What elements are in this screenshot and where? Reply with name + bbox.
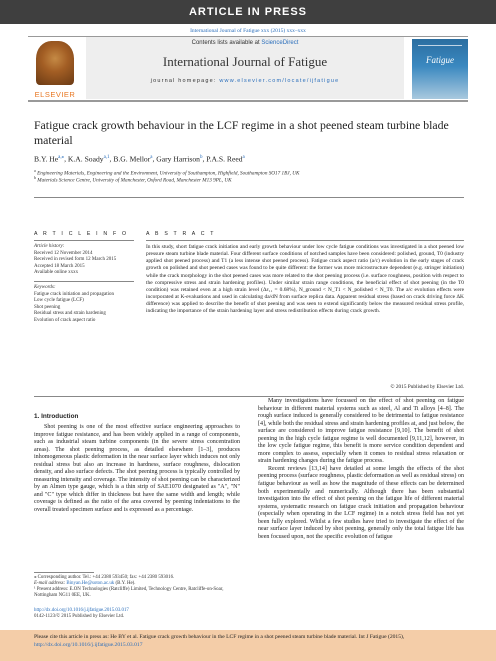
- publisher-name: ELSEVIER: [34, 90, 76, 99]
- footnotes: ⁎ Corresponding author. Tel.: +44 2380 593450; fax: +44 2380 593016. E-mail address: Binyan.He@soton.ac.uk (B.Y. He). ¹ Present address: E.ON Technologies (Ratcliffe) Limited, Technology Centre, Ratcliffe-on-Soar, Nottingham NG11 0EE, UK.: [34, 575, 224, 598]
- abstract-text: In this study, short fatigue crack initiation and early growth behaviour under low cycle fatigue conditions was investigated in a shot peened low pressure steam turbine blade material. Four different surface conditions of notched samples have been considered: polished, ground, T0 (industry applied shot peened process) and T1 (a less intense shot peened process). Fatigue crack aspect ratio (a/c) evolution in the early stages of crack growth on polished and shot peened cases was found to be quite different: the former was more microstructure dependent (e.g. stringer initiation) while the crack morphology in the shot peened cases was more related to the shot peening process (i.e. surface roughness, position with respect to the compressive stress and strain hardening profiles). Under similar strain range conditions, the beneficial effect of shot peening (in the T0 condition) was retained even at a high strain level (Δε₁₁ = 0.68%), N_ground < N_T1 < N_polished < N_T0. The a/c evolution effects were incorporated at K-evaluations and used in calculating da/dN from surface replica data. Apparent residual stress (based on crack driving force ΔK difference) was applied to describe the benefit of shot peening and was seen to extend significantly below the measured residual stress profile, indicating the importance of the strain hardening layer and stress redistribution effects during crack growth.: [146, 244, 464, 315]
- doi-block: http://dx.doi.org/10.1016/j.ijfatigue.2015.03.017 0142-1123/© 2015 Published by Elsevier Ltd.: [34, 608, 234, 620]
- footnote-divider: [34, 572, 94, 573]
- author-affiliation-mark[interactable]: a: [150, 155, 153, 160]
- affiliation-b: $^b$ Materials Science Centre, University of Manchester, Oxford Road, Manchester M13 9PL, UK: [34, 175, 232, 184]
- elsevier-logo: [28, 39, 82, 99]
- intro-right-column: Many investigations have focussed on the effect of shot peening on fatigue behaviour in different material systems such as steel, Al and Ti alloys [4–8]. The rough surface induced is generally considered to be detrimental to fatigue resistance [4], while both the residual stress and strain hardening profiles at, and just below, the surface are considered to improve fatigue resistance [9,10]. The benefit of shot peening in the high cycle fatigue regime is well documented [9,11,12], however, in the low cycle fatigue regime, this benefit is more service condition dependent and more complex to assess, especially when it comes to residual stress relaxation or strain hardening changes during the fatigue process. Recent reviews [13,14] have detailed at some length the effects of the shot peening process (surface roughness, plastic deformation as well as residual stress) on fatigue behaviour as well as how the magnitude of these effects can be determined both experimentally and numerically. Although there has been substantial investigation into the effect of shot peening on the fatigue life of different material systems, systematic research on fatigue crack initiation and propagation behaviour (especially when operating in the LCF regime) in a notch stress field has not yet been fully explored. Whilst a few studies have tried to investigate the effect of the near surface layer induced by shot peening, generally only the total fatigue life has been focused upon, not the specific evolution of fatigue: [258, 398, 464, 540]
- journal-title: International Journal of Fatigue: [162, 54, 328, 69]
- keywords-divider: [34, 281, 134, 282]
- author-name: B.Y. He: [34, 154, 59, 164]
- author-email-link[interactable]: Binyan.He@soton.ac.uk: [66, 581, 115, 586]
- header-divider: [34, 197, 464, 198]
- cite-this-article-box: Please cite this article in press as: He BY et al. Fatigue crack growth behaviour in the LCF regime in a shot peened steam turbine blade material. Int J Fatigue (2015), http://dx.doi.org/10.1016/j.ijfatigue.2015.03.017: [0, 630, 496, 661]
- abstract-end-divider: [34, 396, 464, 397]
- author-affiliation-mark[interactable]: a,1: [103, 155, 110, 160]
- article-info-heading: A R T I C L E I N F O: [34, 231, 129, 237]
- contents-line: Contents lists available at ScienceDirect: [191, 40, 299, 46]
- journal-header-box: [86, 37, 404, 99]
- affiliation-a: $^a$ Engineering Materials, Engineering and the Environment, University of Southampton, Highfield, Southampton SO17 1BJ, UK: [34, 168, 300, 177]
- copyright: © 2015 Published by Elsevier Ltd.: [390, 384, 464, 390]
- journal-masthead: [28, 36, 468, 102]
- author-affiliation-mark[interactable]: a: [242, 155, 245, 160]
- author-affiliation-mark[interactable]: b: [199, 155, 203, 160]
- keywords: Keywords: Fatigue crack initiation and propagation Low cycle fatigue (LCF) Shot peening Residual stress and strain hardening Evolution of crack aspect ratio: [34, 285, 114, 323]
- introduction-heading: 1. Introduction: [34, 413, 79, 420]
- article-title: Fatigue crack growth behaviour in the LCF regime in a shot peened steam turbine blade material: [34, 118, 449, 147]
- journal-cover-thumbnail: [412, 39, 468, 99]
- sciencedirect-link[interactable]: ScienceDirect: [261, 40, 299, 46]
- abstract-heading: A B S T R A C T: [146, 231, 216, 237]
- article-in-press-banner: ARTICLE IN PRESS: [0, 0, 496, 24]
- journal-citation-link[interactable]: International Journal of Fatigue xxx (2015) xxx–xxx: [190, 28, 306, 34]
- article-history: Article history: Received 12 November 2014 Received in revised form 12 March 2015 Accepted 18 March 2015 Available online xxxx: [34, 244, 117, 276]
- cite-doi-link[interactable]: http://dx.doi.org/10.1016/j.ijfatigue.2015.03.017: [34, 641, 143, 648]
- author-affiliation-mark[interactable]: a,⁎: [58, 155, 65, 160]
- info-divider: [34, 240, 134, 241]
- author-name: Gary Harrison: [156, 154, 200, 164]
- cover-title: Fatigue: [426, 55, 454, 65]
- author-name: K.A. Soady: [67, 154, 104, 164]
- journal-homepage-link[interactable]: www.elsevier.com/locate/ijfatigue: [219, 78, 340, 84]
- abstract-divider: [146, 240, 464, 241]
- cover-rule: [418, 45, 462, 46]
- doi-link[interactable]: http://dx.doi.org/10.1016/j.ijfatigue.2015.03.017: [34, 608, 129, 613]
- author-name: P.A.S. Reed: [206, 154, 243, 164]
- elsevier-tree-icon: [36, 41, 74, 85]
- journal-homepage: journal homepage: www.elsevier.com/locate/ijfatigue: [150, 78, 340, 84]
- author-list: B.Y. $He^{a,⁎}$, K.A. Soady$^{a,1}$, B.G. Mellor$^a$, Gary Harrison$^b$, P.A.S. Reed$^a$: [34, 154, 245, 164]
- intro-left-column: Shot peening is one of the most effective surface engineering approaches to improve fatigue resistance, and has been widely applied in a range of components, such as industrial steam turbine components (in the severe stress concentration areas). The shot peening process, as detailed elsewhere [1–3], produces inhomogeneous plastic deformation in the near surface layer which induces not only residual stress but also an increase in hardness, surface roughness, dislocation density, and also surface defects. The shot peening process is typically controlled by measuring intensity and coverage. The intensity of shot peening can be characterized by an Almen type gauge, which is a thin strip of SAE1070 designated as "A", "N" and "C" type which differ in thickness but have the same width and length; while coverage is defined as the ratio of the area covered by peening indentations to the overall treated specimen surface and is expressed as a percentage.: [34, 424, 240, 514]
- author-name: B.G. Mellor: [113, 154, 151, 164]
